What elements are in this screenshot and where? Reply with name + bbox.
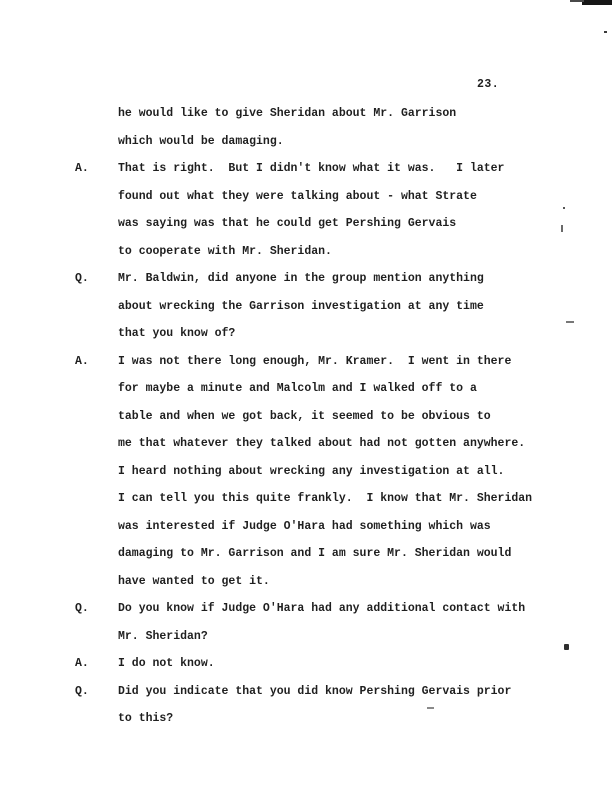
speaker-marker: Q. <box>75 272 89 285</box>
line-text: for maybe a minute and Malcolm and I walked off to a <box>118 382 477 395</box>
line-text: was saying was that he could get Pershing Gervais <box>118 217 457 230</box>
transcript-line <box>75 678 575 706</box>
scan-artifact <box>564 644 569 650</box>
transcript-line <box>75 375 575 403</box>
line-text: to this? <box>118 712 174 725</box>
line-text: table and when we got back, it seemed to be obvious to <box>118 409 491 423</box>
transcript-line <box>75 155 575 183</box>
speaker-marker: Q. <box>75 684 89 698</box>
speaker-marker: A. <box>75 354 89 368</box>
transcript-line <box>75 623 575 651</box>
line-text: he would like to give Sheridan about Mr. Garrison <box>118 107 457 120</box>
line-text: was interested if Judge O'Hara had something which was <box>118 519 491 533</box>
transcript-line <box>75 238 575 266</box>
transcript-line <box>75 348 575 376</box>
speaker-marker <box>75 210 118 238</box>
speaker-marker <box>75 705 118 733</box>
line-text: Did you indicate that you did know Pershing Gervais prior <box>118 684 512 698</box>
transcript-line <box>75 430 575 458</box>
scan-artifact <box>604 31 607 33</box>
speaker-marker <box>75 623 118 651</box>
scan-artifact <box>427 707 434 709</box>
transcript-line <box>75 128 575 156</box>
speaker-marker <box>75 430 118 458</box>
transcript-line <box>75 265 575 293</box>
page-number: 23. <box>477 78 500 91</box>
transcript-line <box>75 650 575 678</box>
line-text: found out what they were talking about - what Strate <box>118 189 477 203</box>
speaker-marker <box>75 238 118 266</box>
transcript-line <box>75 458 575 486</box>
line-text: I do not know. <box>118 657 215 670</box>
line-text: which would be damaging. <box>118 134 284 148</box>
line-text: That is right. But I didn't know what it was. I later <box>118 162 505 175</box>
speaker-marker: Q. <box>75 602 89 615</box>
speaker-marker <box>75 100 118 128</box>
speaker-marker <box>75 320 118 348</box>
speaker-marker <box>75 183 118 211</box>
transcript-line <box>75 320 575 348</box>
speaker-marker <box>75 485 118 513</box>
line-text: Mr. Baldwin, did anyone in the group mention anything <box>118 272 484 285</box>
transcript-line <box>75 293 575 321</box>
speaker-marker <box>75 375 118 403</box>
speaker-marker <box>75 513 118 541</box>
line-text: have wanted to get it. <box>118 574 270 588</box>
line-text: that you know of? <box>118 327 236 340</box>
transcript-line <box>75 540 575 568</box>
line-text: to cooperate with Mr. Sheridan. <box>118 244 332 258</box>
transcript-line <box>75 485 575 513</box>
transcript-body <box>75 100 575 733</box>
transcript-line <box>75 100 575 128</box>
transcript-line <box>75 513 575 541</box>
transcript-line <box>75 568 575 596</box>
line-text: Do you know if Judge O'Hara had any additional contact with <box>118 602 526 615</box>
speaker-marker <box>75 458 118 486</box>
scan-artifact <box>582 0 612 5</box>
transcript-line <box>75 183 575 211</box>
scan-artifact <box>566 321 574 323</box>
transcript-line <box>75 705 575 733</box>
speaker-marker <box>75 568 118 596</box>
line-text: damaging to Mr. Garrison and I am sure Mr. Sheridan would <box>118 547 512 560</box>
line-text: me that whatever they talked about had not gotten anywhere. <box>118 437 526 450</box>
line-text: Mr. Sheridan? <box>118 629 208 643</box>
speaker-marker: A. <box>75 162 89 175</box>
line-text: I was not there long enough, Mr. Kramer. I went in there <box>118 354 512 368</box>
speaker-marker <box>75 403 118 431</box>
line-text: I heard nothing about wrecking any investigation at all. <box>118 464 505 478</box>
scan-artifact <box>563 207 565 209</box>
line-text: about wrecking the Garrison investigation at any time <box>118 299 484 313</box>
speaker-marker <box>75 540 118 568</box>
transcript-line <box>75 595 575 623</box>
transcript-line <box>75 210 575 238</box>
speaker-marker <box>75 128 118 156</box>
scan-artifact <box>561 225 563 232</box>
line-text: I can tell you this quite frankly. I know that Mr. Sheridan <box>118 492 533 505</box>
transcript-line <box>75 403 575 431</box>
speaker-marker <box>75 293 118 321</box>
speaker-marker: A. <box>75 657 89 670</box>
scan-artifact <box>570 0 584 2</box>
